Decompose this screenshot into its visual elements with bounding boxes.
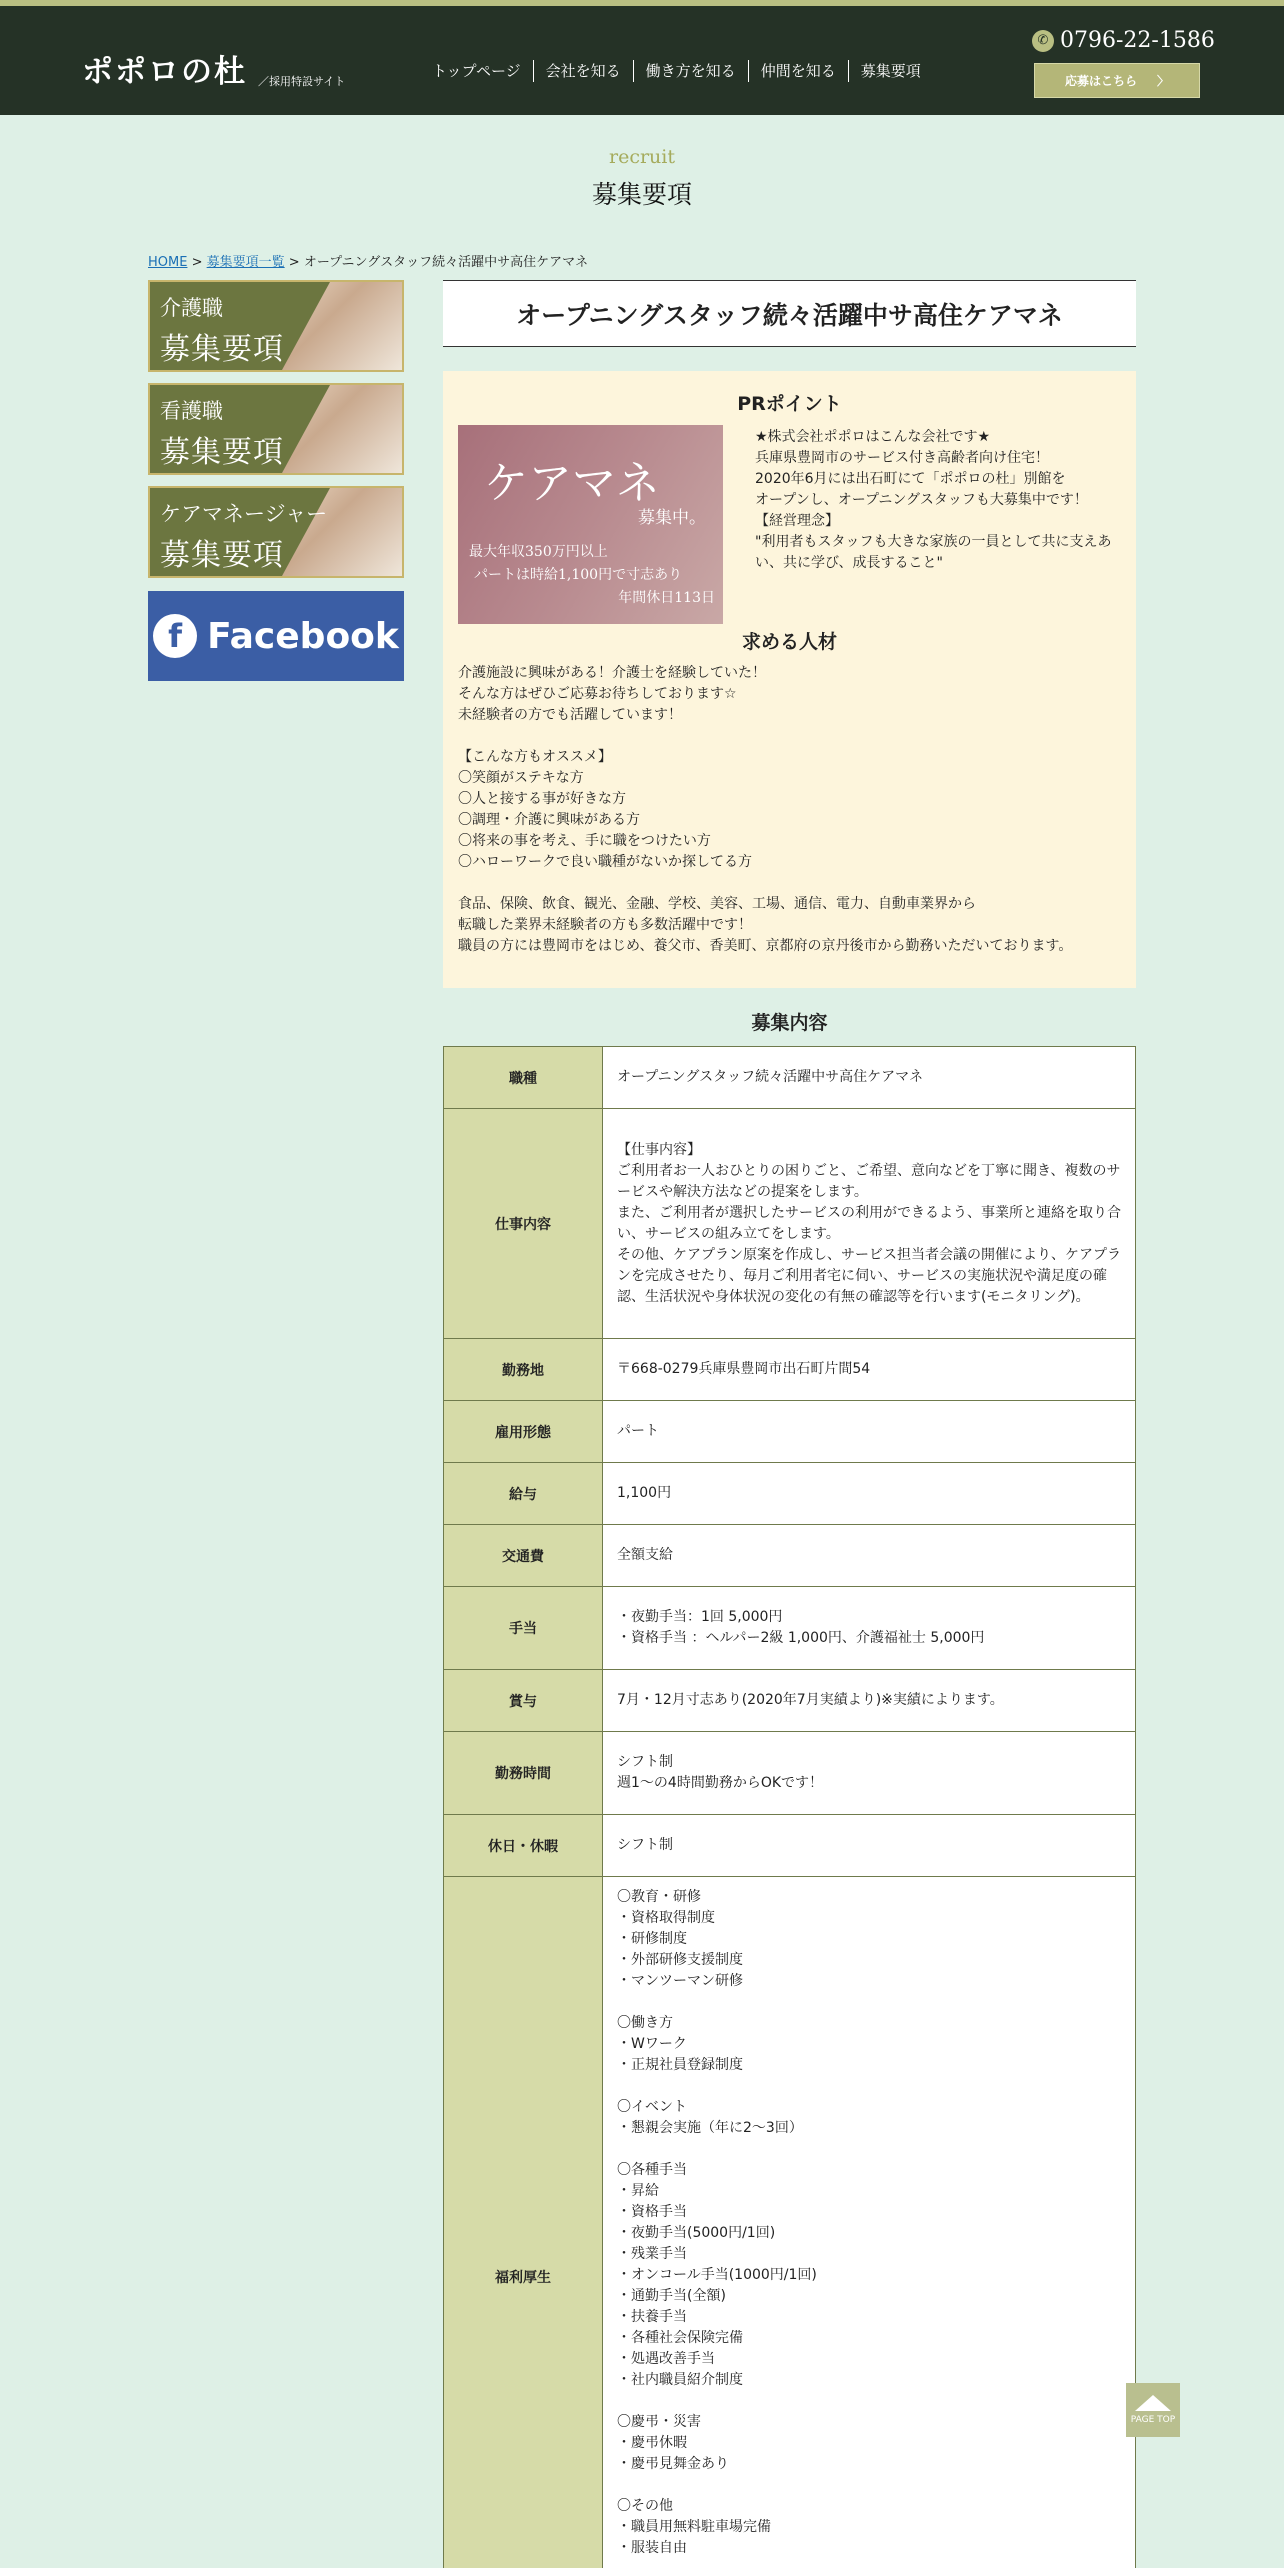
row-label: 雇用形態 <box>444 1401 603 1463</box>
row-label: 手当 <box>444 1587 603 1670</box>
banner-label-top: 看護職 <box>160 399 223 423</box>
job-title: オープニングスタッフ続々活躍中サ高住ケアマネ <box>443 280 1136 347</box>
table-row <box>444 1815 1136 1877</box>
nav-item-workstyle[interactable]: 働き方を知る <box>633 60 748 82</box>
row-value: シフト制 <box>603 1815 1136 1877</box>
main-nav <box>420 60 933 82</box>
apply-button[interactable] <box>1034 63 1200 98</box>
site-header <box>0 0 1284 115</box>
table-row <box>444 1463 1136 1525</box>
phone-number[interactable] <box>1032 28 1215 53</box>
table-row <box>444 1525 1136 1587</box>
banner-care-manager[interactable] <box>148 486 404 578</box>
nav-item-company[interactable]: 会社を知る <box>533 60 633 82</box>
row-value: ・夜勤手当：1回 5,000円 ・資格手当 ：ヘルパー2級 1,000円、介護福祉士 5,000円 <box>603 1587 1136 1670</box>
facebook-icon: f <box>153 614 197 658</box>
row-value: 1,100円 <box>603 1463 1136 1525</box>
nav-item-colleagues[interactable]: 仲間を知る <box>748 60 848 82</box>
phone-icon: ✆ <box>1032 30 1054 52</box>
row-value: 全額支給 <box>603 1525 1136 1587</box>
pr-image-now: 募集中。 <box>638 508 706 528</box>
banner-label-bottom: 募集要項 <box>160 435 284 470</box>
table-row <box>444 1670 1136 1732</box>
table-row <box>444 1732 1136 1815</box>
seek-text: 介護施設に興味がある！介護士を経験していた！ そんな方はぜひご応募お待ちしております☆ 未経験者の方でも活躍しています！ 【こんな方もオススメ】 〇笑顔がステキな方 〇人と接する事が好きな方 〇調理・介護に興味がある方 〇将来の事を考え、手に職をつけたい方 〇ハローワークで良い職種がないか探してる方 食品、保険、飲食、観光、金融、学校、美容、工場、通信、電力、自動車業界から 転職した業界未経験者の方も多数活躍中です！ 職員の方には豊岡市をはじめ、養父市、香美町、京都府の京丹後市から勤務いただいております。 <box>458 665 1073 954</box>
arrow-up-icon <box>1135 2395 1171 2411</box>
row-value: 7月・12月寸志あり(2020年7月実績より)※実績によります。 <box>603 1670 1136 1732</box>
breadcrumb-list[interactable]: 募集要項一覧 <box>206 255 285 270</box>
table-row <box>444 1587 1136 1670</box>
row-label: 職種 <box>444 1047 603 1109</box>
breadcrumb-current: オープニングスタッフ続々活躍中サ高住ケアマネ <box>303 255 589 270</box>
pr-text: ★株式会社ポポロはこんな会社です★ 兵庫県豊岡市のサービス付き高齢者向け住宅！ 2020年6月には出石町にて「ポポロの杜」別館を オープンし、オープニングスタッフも大募集中です！ 【経営理念】 "利用者もスタッフも大きな家族の一員として共に支えあい、共に学び、成長すること" <box>755 429 1112 571</box>
page-title: 募集要項 <box>591 180 692 209</box>
staff-photo <box>282 282 402 370</box>
chevron-right-icon: 〉 <box>1157 74 1170 88</box>
page-top-button[interactable] <box>1126 2383 1180 2437</box>
banner-label-bottom: 募集要項 <box>160 538 284 573</box>
pr-image-line: パートは時給1,100円で寸志あり <box>474 567 683 583</box>
page-top-label: PAGE TOP <box>1130 2415 1176 2425</box>
row-label: 福利厚生 <box>444 1877 603 2568</box>
row-label: 交通費 <box>444 1525 603 1587</box>
row-value: 【仕事内容】 ご利用者お一人おひとりの困りごと、ご希望、意向などを丁寧に聞き、複数のサービスや解決方法などの提案をします。 また、ご利用者が選択したサービスの利用ができるよう、事業所と連絡を取り合い、サービスの組み立てをします。 その他、ケアプラン原案を作成し、サービス担当者会議の開催により、ケアプランを完成させたり、毎月ご利用者宅に伺い、サービスの実施状況や満足度の確認、生活状況や身体状況の変化の有無の確認等を行います(モニタリング)。 <box>603 1109 1136 1339</box>
table-row <box>444 1401 1136 1463</box>
breadcrumb-home[interactable]: HOME <box>148 255 188 270</box>
banner-label-top: 介護職 <box>160 296 223 320</box>
row-label: 勤務時間 <box>444 1732 603 1815</box>
row-value: 〇教育・研修 ・資格取得制度 ・研修制度 ・外部研修支援制度 ・マンツーマン研修 〇働き方 ・Wワーク ・正規社員登録制度 〇イベント ・懇親会実施（年に2～3回） 〇各種手当 ・昇給 ・資格手当 ・夜勤手当(5000円/1回) ・残業手当 ・オンコール手当(1000円/1回) ・通勤手当(全額) ・扶養手当 ・各種社会保険完備 ・処遇改善手当 ・社内職員紹介制度 〇慶弔・災害 ・慶弔休暇 ・慶弔見舞金あり 〇その他 ・職員用無料駐車場完備 ・服装自由 <box>603 1877 1136 2568</box>
page-title-en: recruit <box>609 146 675 168</box>
row-label: 勤務地 <box>444 1339 603 1401</box>
phone-number-text: 0796-22-1586 <box>1060 28 1215 53</box>
pr-image-line: 年間休日113日 <box>618 590 715 606</box>
row-label: 仕事内容 <box>444 1109 603 1339</box>
nav-item-recruit[interactable]: 募集要項 <box>848 60 933 82</box>
pr-image-line: 最大年収350万円以上 <box>469 544 608 560</box>
pr-image-title: ケアマネ <box>484 458 660 509</box>
table-row <box>444 1339 1136 1401</box>
row-value: シフト制 週1～の4時間勤務からOKです！ <box>603 1732 1136 1815</box>
pr-heading: PRポイント <box>737 393 842 415</box>
breadcrumb <box>148 251 588 270</box>
nav-item-top[interactable]: トップページ <box>432 62 521 80</box>
facebook-banner[interactable] <box>148 591 404 681</box>
banner-nurse[interactable] <box>148 383 404 475</box>
table-row <box>444 1047 1136 1109</box>
row-value: パート <box>603 1401 1136 1463</box>
details-table <box>443 1046 1136 2568</box>
breadcrumb-separator: > <box>187 255 207 270</box>
row-value: オープニングスタッフ続々活躍中サ高住ケアマネ <box>603 1047 1136 1109</box>
site-logo-subtitle: ／採用特設サイト <box>258 75 346 88</box>
staff-photo <box>282 385 402 473</box>
row-value: 〒668-0279兵庫県豊岡市出石町片間54 <box>603 1339 1136 1401</box>
apply-button-label: 応募はこちら <box>1064 74 1137 88</box>
table-row <box>444 1109 1136 1339</box>
pr-image <box>458 425 723 624</box>
facebook-label: Facebook <box>207 615 399 657</box>
table-row <box>444 1877 1136 2568</box>
details-heading: 募集内容 <box>751 1012 828 1034</box>
seek-heading: 求める人材 <box>741 631 837 653</box>
row-label: 賞与 <box>444 1670 603 1732</box>
row-label: 給与 <box>444 1463 603 1525</box>
site-logo[interactable]: ポポロの杜 <box>82 54 247 90</box>
pr-section <box>443 371 1136 988</box>
breadcrumb-separator: > <box>284 255 304 270</box>
banner-care-worker[interactable] <box>148 280 404 372</box>
banner-label-bottom: 募集要項 <box>160 332 284 367</box>
row-label: 休日・休暇 <box>444 1815 603 1877</box>
banner-label-top: ケアマネージャー <box>160 502 328 526</box>
